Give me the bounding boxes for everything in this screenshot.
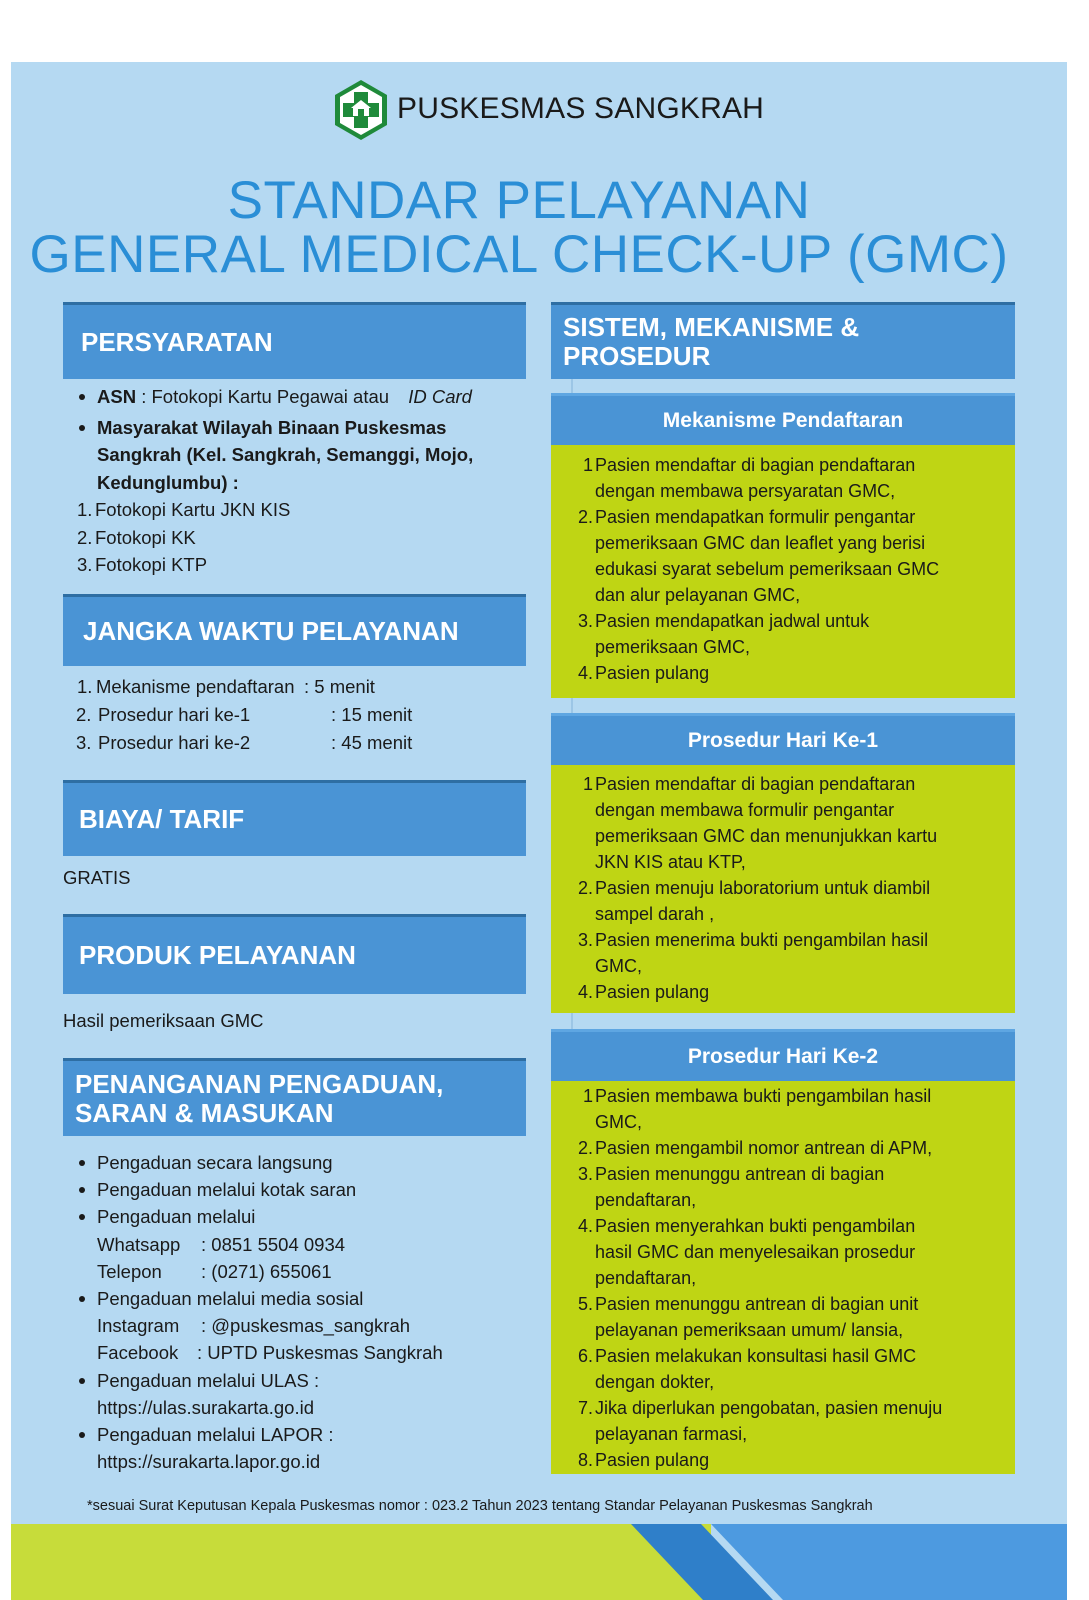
ulas-url: https://ulas.surakarta.go.id [97, 1396, 314, 1418]
step-number: 4. [577, 663, 593, 683]
produk-value: Hasil pemeriksaan GMC [63, 1010, 264, 1031]
persyaratan-header [63, 302, 526, 379]
mekanisme-list [563, 452, 1015, 686]
step-line: dengan membawa persyaratan GMC, [595, 481, 896, 501]
pengaduan-item: Pengaduan secara langsung [63, 1149, 443, 1176]
persyaratan-content [63, 383, 473, 579]
step-line: hasil GMC dan menyelesaikan prosedur [595, 1242, 916, 1262]
procedure-step [563, 771, 1015, 875]
persyaratan-doc-item [63, 524, 473, 552]
step-line: pendaftaran, [595, 1190, 697, 1210]
pengaduan-item: Pengaduan melalui ULAS : [63, 1367, 443, 1394]
step-line: GMC, [595, 1112, 642, 1132]
procedure-step [563, 1343, 1015, 1395]
step-number: 7. [577, 1398, 593, 1418]
procedure-step [563, 1135, 1015, 1161]
step-line: Pasien mengambil nomor antrean di APM, [595, 1138, 933, 1158]
puskesmas-logo-icon [333, 78, 389, 142]
footnote: *sesuai Surat Keputusan Kepala Puskesmas nomor : 023.2 Tahun 2023 tentang Standar Pelayanan Puskesmas Sangkrah [87, 1498, 873, 1514]
pengaduan-title-line-1: PENANGANAN PENGADUAN, [75, 1068, 444, 1099]
persyaratan-doc-item [63, 551, 473, 579]
procedure-step [563, 927, 1015, 979]
step-line: Pasien mendaftar di bagian pendaftaran [595, 455, 916, 475]
step-number: 3. [577, 1164, 593, 1184]
whatsapp-value: : 0851 5504 0934 [201, 1233, 346, 1255]
hari2-list [563, 1083, 1015, 1473]
step-line: Pasien pulang [595, 1450, 710, 1470]
item-number: 1. [77, 676, 93, 697]
persyaratan-masyarakat-item [63, 414, 473, 497]
biaya-value: GRATIS [63, 867, 131, 888]
step-line: Pasien mendapatkan formulir pengantar [595, 507, 916, 527]
step-number: 6. [577, 1346, 593, 1366]
item-number: 2. [76, 704, 92, 725]
step-line: JKN KIS atau KTP, [595, 852, 746, 872]
biaya-header [63, 780, 526, 856]
step-line: pendaftaran, [595, 1268, 697, 1288]
instagram-row [63, 1312, 443, 1339]
procedure-step [563, 979, 1015, 1005]
procedure-step [563, 1161, 1015, 1213]
step-number: 4. [577, 1216, 593, 1236]
mekanisme-box [551, 445, 1015, 698]
step-number: 5. [577, 1294, 593, 1314]
step-line: sampel darah , [595, 904, 715, 924]
doc-text: Fotokopi KTP [95, 554, 208, 575]
doc-text: Fotokopi KK [95, 526, 196, 548]
page-title-line-1: STANDAR PELAYANAN [227, 171, 811, 230]
item-value: : 15 menit [331, 704, 413, 725]
step-line: Pasien menerima bukti pengambilan hasil [595, 930, 929, 950]
poster [11, 62, 1067, 1600]
step-line: GMC, [595, 956, 642, 976]
asn-id-card: ID Card [408, 386, 472, 407]
produk-title: PRODUK PELAYANAN [79, 940, 356, 970]
step-line: Pasien menuju laboratorium untuk diambil [595, 878, 931, 898]
step-line: pemeriksaan GMC, [595, 637, 751, 657]
hari1-box [551, 765, 1015, 1013]
item-value: : 5 menit [304, 676, 375, 697]
masyarakat-line: Sangkrah (Kel. Sangkrah, Semanggi, Mojo, [97, 444, 474, 465]
step-line: pemeriksaan GMC dan leaflet yang berisi [595, 533, 926, 553]
step-number: 1 [582, 1086, 593, 1106]
procedure-step [563, 504, 1015, 608]
step-number: 2. [577, 1138, 593, 1158]
step-number: 1 [582, 455, 593, 475]
step-line: Pasien menunggu antrean di bagian unit [595, 1294, 919, 1314]
step-line: pelayanan farmasi, [595, 1424, 748, 1444]
step-number: 3. [577, 611, 593, 631]
persyaratan-doc-item [63, 496, 473, 524]
bottom-decoration [11, 1524, 1067, 1600]
jangka-waktu-title: JANGKA WAKTU PELAYANAN [83, 616, 459, 646]
doc-number: 1. [77, 499, 93, 520]
telepon-row [63, 1258, 443, 1285]
doc-text: Fotokopi Kartu JKN KIS [95, 499, 291, 520]
step-line: pemeriksaan GMC dan menunjukkan kartu [595, 826, 938, 846]
step-line: Pasien membawa bukti pengambilan hasil [595, 1086, 932, 1106]
item-number: 3. [76, 732, 92, 753]
item-label: Mekanisme pendaftaran [96, 676, 295, 697]
step-line: pelayanan pemeriksaan umum/ lansia, [595, 1320, 904, 1340]
step-number: 2. [577, 507, 593, 527]
doc-number: 3. [77, 554, 93, 575]
step-number: 3. [577, 930, 593, 950]
procedure-step [563, 660, 1015, 686]
produk-header [63, 914, 526, 994]
hari2-box [551, 1081, 1015, 1474]
lapor-url: https://surakarta.lapor.go.id [97, 1451, 321, 1473]
procedure-step [563, 875, 1015, 927]
step-line: Pasien melakukan konsultasi hasil GMC [595, 1346, 917, 1366]
procedure-step [563, 1395, 1015, 1447]
telepon-value: : (0271) 655061 [201, 1260, 332, 1282]
pengaduan-item: Pengaduan melalui [63, 1203, 443, 1230]
telepon-label: Telepon [97, 1260, 162, 1282]
sistem-title-line-2: PROSEDUR [563, 341, 711, 371]
procedure-step [563, 608, 1015, 660]
step-line: Pasien pulang [595, 982, 710, 1002]
persyaratan-asn-item [63, 383, 473, 411]
page-title-line-2: GENERAL MEDICAL CHECK-UP (GMC) [29, 225, 1009, 284]
mekanisme-header: Mekanisme Pendaftaran [551, 393, 1015, 445]
facebook-label: Facebook [97, 1342, 179, 1364]
pengaduan-item: Pengaduan melalui kotak saran [63, 1176, 443, 1203]
hari1-list [563, 771, 1015, 1005]
step-number: 2. [577, 878, 593, 898]
pengaduan-content [63, 1149, 443, 1475]
procedure-step [563, 1213, 1015, 1291]
step-line: Jika diperlukan pengobatan, pasien menuju [595, 1398, 943, 1418]
step-line: edukasi syarat sebelum pemeriksaan GMC [595, 559, 940, 579]
biaya-title: BIAYA/ TARIF [79, 804, 245, 834]
step-number: 4. [577, 982, 593, 1002]
step-number: 1 [582, 774, 593, 794]
masyarakat-line: Masyarakat Wilayah Binaan Puskesmas [97, 416, 447, 438]
persyaratan-title: PERSYARATAN [81, 326, 273, 357]
item-value: : 45 menit [331, 732, 413, 753]
facebook-row [63, 1339, 443, 1366]
sistem-header [551, 302, 1015, 379]
step-line: dan alur pelayanan GMC, [595, 585, 801, 605]
org-name: PUSKESMAS SANGKRAH [397, 92, 765, 125]
asn-label: ASN [97, 386, 137, 407]
whatsapp-label: Whatsapp [97, 1233, 181, 1255]
pengaduan-header [63, 1058, 526, 1136]
procedure-step [563, 1291, 1015, 1343]
whatsapp-row [63, 1231, 443, 1258]
item-label: Prosedur hari ke-2 [98, 732, 251, 753]
step-number: 8. [577, 1450, 593, 1470]
hari2-header: Prosedur Hari Ke-2 [551, 1029, 1015, 1081]
step-line: Pasien menunggu antrean di bagian [595, 1164, 885, 1184]
pengaduan-title-line-2: SARAN & MASUKAN [75, 1097, 334, 1128]
pengaduan-item: Pengaduan melalui media sosial [63, 1285, 443, 1312]
doc-number: 2. [77, 526, 93, 548]
procedure-step [563, 1447, 1015, 1473]
pengaduan-item: Pengaduan melalui LAPOR : [63, 1421, 443, 1448]
jangka-waktu-header [63, 594, 526, 666]
step-line: Pasien pulang [595, 663, 710, 683]
step-line: dengan membawa formulir pengantar [595, 800, 895, 820]
item-label: Prosedur hari ke-1 [98, 704, 251, 725]
instagram-label: Instagram [97, 1315, 180, 1337]
asn-text: : Fotokopi Kartu Pegawai atau [136, 386, 395, 407]
facebook-value: : UPTD Puskesmas Sangkrah [197, 1342, 443, 1364]
step-line: Pasien mendaftar di bagian pendaftaran [595, 774, 916, 794]
instagram-value: : @puskesmas_sangkrah [201, 1315, 411, 1337]
procedure-step [563, 452, 1015, 504]
hari1-header: Prosedur Hari Ke-1 [551, 713, 1015, 765]
step-line: Pasien menyerahkan bukti pengambilan [595, 1216, 916, 1236]
procedure-step [563, 1083, 1015, 1135]
sistem-title-line-1: SISTEM, MEKANISME & [563, 312, 860, 342]
step-line: Pasien mendapatkan jadwal untuk [595, 611, 870, 631]
step-line: dengan dokter, [595, 1372, 715, 1392]
masyarakat-line: Kedunglumbu) : [97, 471, 239, 493]
